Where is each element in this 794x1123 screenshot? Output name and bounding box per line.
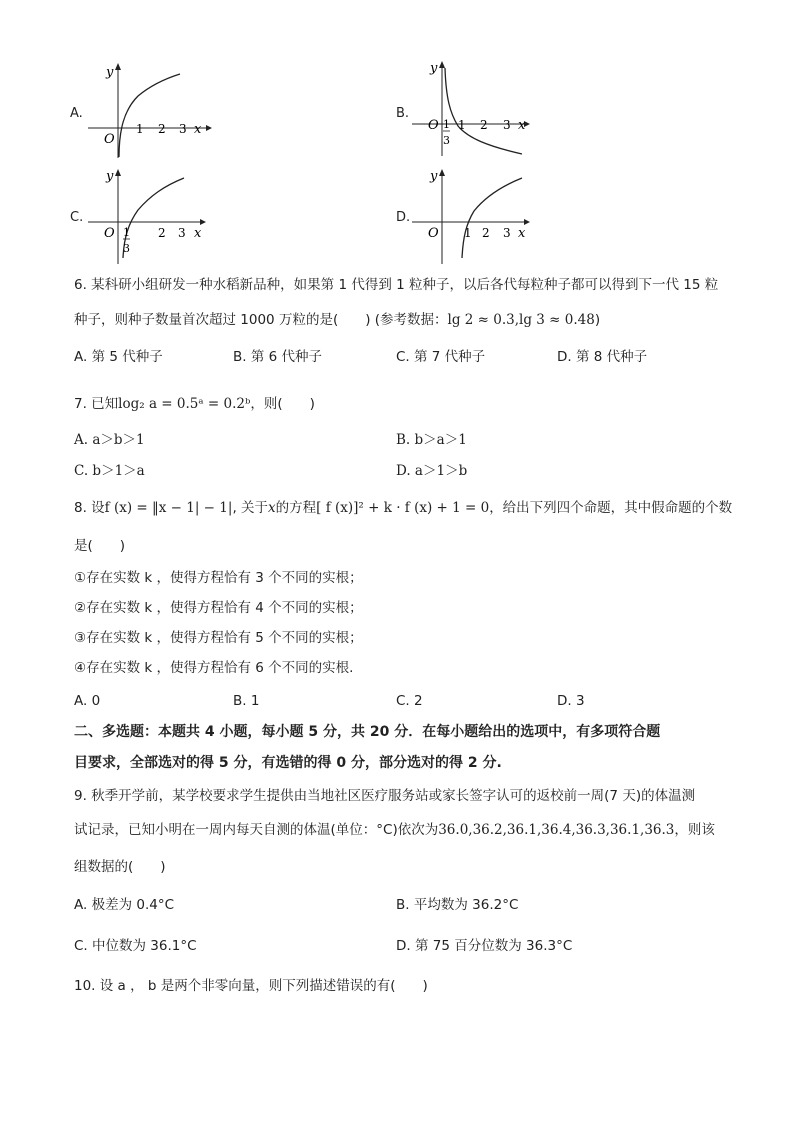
graph-a-y-label: y <box>106 65 114 80</box>
q8-f-def: f (x) = ‖x − 1| − 1| <box>104 500 233 516</box>
graph-c-x-label: x <box>194 226 202 241</box>
graph-a-tick-2: 2 <box>158 122 166 136</box>
q6-line2-end: ) <box>594 312 601 328</box>
q8-option-d[interactable]: D. 3 <box>557 693 585 709</box>
graph-c <box>88 166 218 266</box>
q9-line1: 9. 秋季开学前，某学校要求学生提供由当地社区医疗服务站或家长签字认可的返校前一周(7 天)的体温测 <box>74 788 696 804</box>
graph-d <box>412 166 542 266</box>
graph-d-tick-1: 1 <box>464 226 472 240</box>
q7-prefix: 7. 已知 <box>74 396 119 412</box>
graph-c-origin: O <box>104 226 115 241</box>
q7-suffix: ，则( ) <box>250 396 315 412</box>
q9-line3: 组数据的( ) <box>74 859 166 875</box>
q8-var: x <box>268 500 276 516</box>
q7-option-d[interactable]: D. a＞1＞b <box>396 463 468 479</box>
graph-c-tick-2: 2 <box>158 226 166 240</box>
q6-option-a[interactable]: A. 第 5 代种子 <box>74 349 163 365</box>
graph-b-x-label: x <box>518 118 526 133</box>
q6-option-d[interactable]: D. 第 8 代种子 <box>557 349 648 365</box>
q6-line2-text: 种子，则种子数量首次超过 1000 万粒的是( ) (参考数据： <box>74 312 448 328</box>
q7-line <box>74 395 315 413</box>
q8-suffix: ，给出下列四个命题，其中假命题的个数 <box>489 500 733 516</box>
q8-statement-2: ②存在实数 k ，使得方程恰有 4 个不同的实根； <box>74 600 363 616</box>
q8-prefix: 8. 设 <box>74 500 105 516</box>
q9-option-b[interactable]: B. 平均数为 36.2°C <box>396 897 519 913</box>
q9-temps: 36.0,36.2,36.1,36.4,36.3,36.1,36.3 <box>438 822 675 838</box>
graph-a-origin: O <box>104 132 115 147</box>
graph-a <box>88 60 218 160</box>
q9-option-c[interactable]: C. 中位数为 36.1°C <box>74 938 197 954</box>
graph-b-frac-num: 1 <box>443 118 450 131</box>
graph-a-tick-1: 1 <box>136 122 144 136</box>
graph-b-tick-2: 2 <box>480 118 488 132</box>
graph-d-tick-3: 3 <box>503 226 511 240</box>
q9-line2-end: ，则该 <box>674 822 715 838</box>
q8-line2: 是( ) <box>74 538 126 554</box>
graph-b-frac-den: 3 <box>443 134 450 147</box>
graph-c-y-label: y <box>106 169 114 184</box>
graph-b-tick-3: 3 <box>503 118 511 132</box>
q8-option-c[interactable]: C. 2 <box>396 693 423 709</box>
graph-c-label: C. <box>70 210 84 225</box>
q6-option-c[interactable]: C. 第 7 代种子 <box>396 349 486 365</box>
q8-statement-1: ①存在实数 k ，使得方程恰有 3 个不同的实根； <box>74 570 363 586</box>
graph-a-x-label: x <box>194 122 202 137</box>
graph-c-frac-num: 1 <box>123 226 130 239</box>
q8-option-b[interactable]: B. 1 <box>233 693 260 709</box>
graph-d-label: D. <box>396 210 411 225</box>
q8-mid2: 的方程 <box>275 500 317 516</box>
section2-heading-line1: 二、多选题：本题共 4 小题，每小题 5 分，共 20 分．在每小题给出的选项中，有多项符合题 <box>74 724 661 740</box>
q9-option-d[interactable]: D. 第 75 百分位数为 36.3°C <box>396 938 573 954</box>
graph-a-label: A. <box>70 106 83 121</box>
graph-c-tick-3: 3 <box>178 226 186 240</box>
q7-formula: log₂ a = 0.5ᵃ = 0.2ᵇ <box>118 396 251 412</box>
q9-option-a[interactable]: A. 极差为 0.4°C <box>74 897 175 913</box>
graph-b-label: B. <box>396 106 410 121</box>
q7-option-a[interactable]: A. a＞b＞1 <box>74 432 145 448</box>
q8-statement-4: ④存在实数 k ，使得方程恰有 6 个不同的实根. <box>74 660 354 676</box>
q6-line1: 6. 某科研小组研发一种水稻新品种，如果第 1 代得到 1 粒种子，以后各代每粒种子都可以得到下一代 15 粒 <box>74 277 719 293</box>
q8-line1 <box>74 499 732 517</box>
q10-line1: 10. 设 a ， b 是两个非零向量，则下列描述错误的有( ) <box>74 978 428 994</box>
graph-a-tick-3: 3 <box>179 122 187 136</box>
q6-line2 <box>74 311 600 329</box>
graph-d-y-label: y <box>430 169 438 184</box>
q8-equation: [ f (x)]² + k · f (x) + 1 = 0 <box>316 500 490 516</box>
graph-d-tick-2: 2 <box>482 226 490 240</box>
q6-option-b[interactable]: B. 第 6 代种子 <box>233 349 323 365</box>
graph-c-frac-den: 3 <box>123 242 130 255</box>
graph-d-origin: O <box>428 226 439 241</box>
q7-option-c[interactable]: C. b＞1＞a <box>74 463 145 479</box>
graph-d-x-label: x <box>518 226 526 241</box>
graph-b-y-label: y <box>430 61 438 76</box>
q8-option-a[interactable]: A. 0 <box>74 693 101 709</box>
q8-statement-3: ③存在实数 k ，使得方程恰有 5 个不同的实根； <box>74 630 363 646</box>
graph-b <box>412 58 542 158</box>
graph-b-origin: O <box>428 118 439 133</box>
q7-option-b[interactable]: B. b＞a＞1 <box>396 432 467 448</box>
q8-mid: , 关于 <box>232 500 269 516</box>
q9-line2 <box>74 821 715 839</box>
q6-ref-data: lg 2 ≈ 0.3,lg 3 ≈ 0.48 <box>447 312 595 328</box>
section2-heading-line2: 目要求，全部选对的得 5 分，有选错的得 0 分，部分选对的得 2 分. <box>74 755 502 771</box>
q9-line2-text: 试记录，已知小明在一周内每天自测的体温(单位：°C)依次为 <box>74 822 439 838</box>
graph-b-tick-1: 1 <box>458 118 466 132</box>
